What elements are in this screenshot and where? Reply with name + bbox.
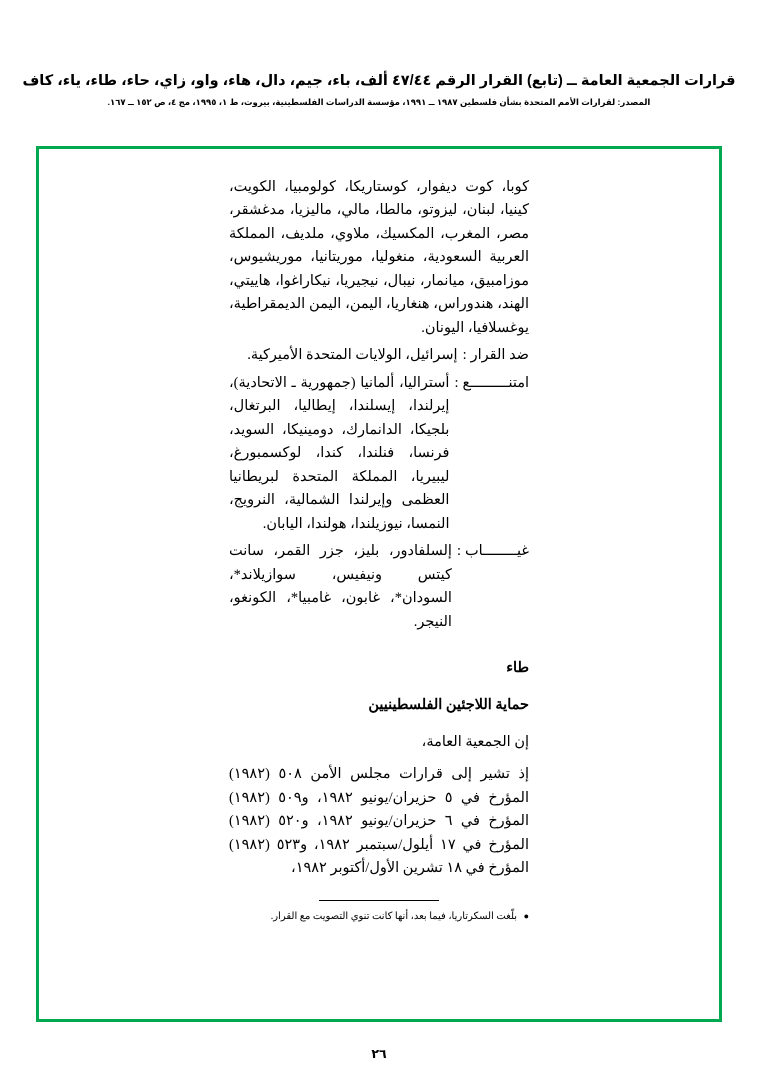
header-title: قرارات الجمعية العامة ــ (تابع) القرار الرقم ٤٧/٤٤ ألف، باء، جيم، دال، هاء، واو، زاي، حاء، طاء، ياء، كاف [22, 73, 736, 89]
vote-absent-label: غيــــــــاب [464, 543, 529, 560]
header-source: المصدر: لقرارات الأمم المتحدة بشأن فلسطين ١٩٨٧ ــ ١٩٩١، مؤسسة الدراسات الفلسطينية، بيروت، ط ١، ١٩٩٥، مج ٤، ص ١٥٢ ــ ١٦٧. [107, 96, 651, 107]
vote-against-label: ضد القرار [470, 347, 529, 364]
page-header [0, 72, 758, 108]
vote-absent-text: إلسلفادور، بليز، جزر القمر، سانت كيتس ونيفيس، سوازيلاند*، السودان*، غابون، غامبيا*، الكونغو، النيجر. [229, 543, 452, 630]
vote-against-row [229, 344, 529, 367]
footnote-area [0, 900, 758, 924]
page-number: ٢٦ [371, 1047, 387, 1061]
document-body [0, 176, 758, 881]
section-letter-heading: طاء [506, 660, 529, 677]
footnote-bullet-icon: ● [523, 911, 529, 921]
section-title-heading: حماية اللاجئين الفلسطينيين [368, 697, 529, 714]
resolution-lead: إن الجمعية العامة، [421, 734, 529, 751]
vote-against-colon: : [462, 347, 467, 364]
text-column [229, 176, 529, 881]
vote-absent-colon: : [456, 543, 461, 560]
vote-against-text: إسرائيل، الولايات المتحدة الأميركية. [247, 347, 458, 364]
vote-abstain-text: أستراليا، ألمانيا (جمهورية ـ الاتحادية)، إيرلندا، إيسلندا، إيطاليا، البرتغال، بلجيكا، الدانمارك، دومينيكا، السويد، فرنسا، فنلندا، كندا، لوكسمبورغ، ليبيريا، المملكة المتحدة لبريطانيا العظمى وإيرلندا الشمالية، النرويج، النمسا، نيوزيلندا، هولندا، اليابان. [229, 374, 450, 532]
vote-abstain-row [229, 372, 529, 536]
footnote-column [219, 900, 539, 924]
vote-absent-row [229, 540, 529, 634]
footnote-line [219, 909, 539, 924]
countries-list-paragraph: كوبا، كوت ديفوار، كوستاريكا، كولومبيا، الكويت، كينيا، لبنان، ليزوتو، مالطا، مالي، ماليزيا، مدغشقر، مصر، المغرب، المكسيك، ملاوي، ملديف، المملكة العربية السعودية، منغوليا، موريتانيا، موريشيوس، موزامبيق، ميانمار، نيبال، نيجيريا، نيكاراغوا، هاييتي، الهند، هندوراس، هنغاريا، اليمن، اليمن الديمقراطية، يوغسلافيا، اليونان. [229, 179, 529, 336]
footnote-text: بلّغت السكرتاريا، فيما بعد، أنها كانت تنوي التصويت مع القرار. [270, 911, 518, 922]
vote-abstain-label: امتنـــــــــع [462, 374, 529, 391]
footnote-divider [319, 900, 439, 901]
vote-abstain-colon: : [454, 374, 459, 391]
resolution-recital: إذ تشير إلى قرارات مجلس الأمن ٥٠٨ (١٩٨٢) المؤرخ في ٥ حزيران/يونيو ١٩٨٢، و٥٠٩ (١٩٨٢) المؤرخ في ٦ حزيران/يونيو ١٩٨٢، و٥٢٠ (١٩٨٢) المؤرخ في ١٧ أيلول/سبتمبر ١٩٨٢، و٥٢٣ (١٩٨٢) المؤرخ في ١٨ تشرين الأول/أكتوبر ١٩٨٢، [229, 766, 530, 877]
